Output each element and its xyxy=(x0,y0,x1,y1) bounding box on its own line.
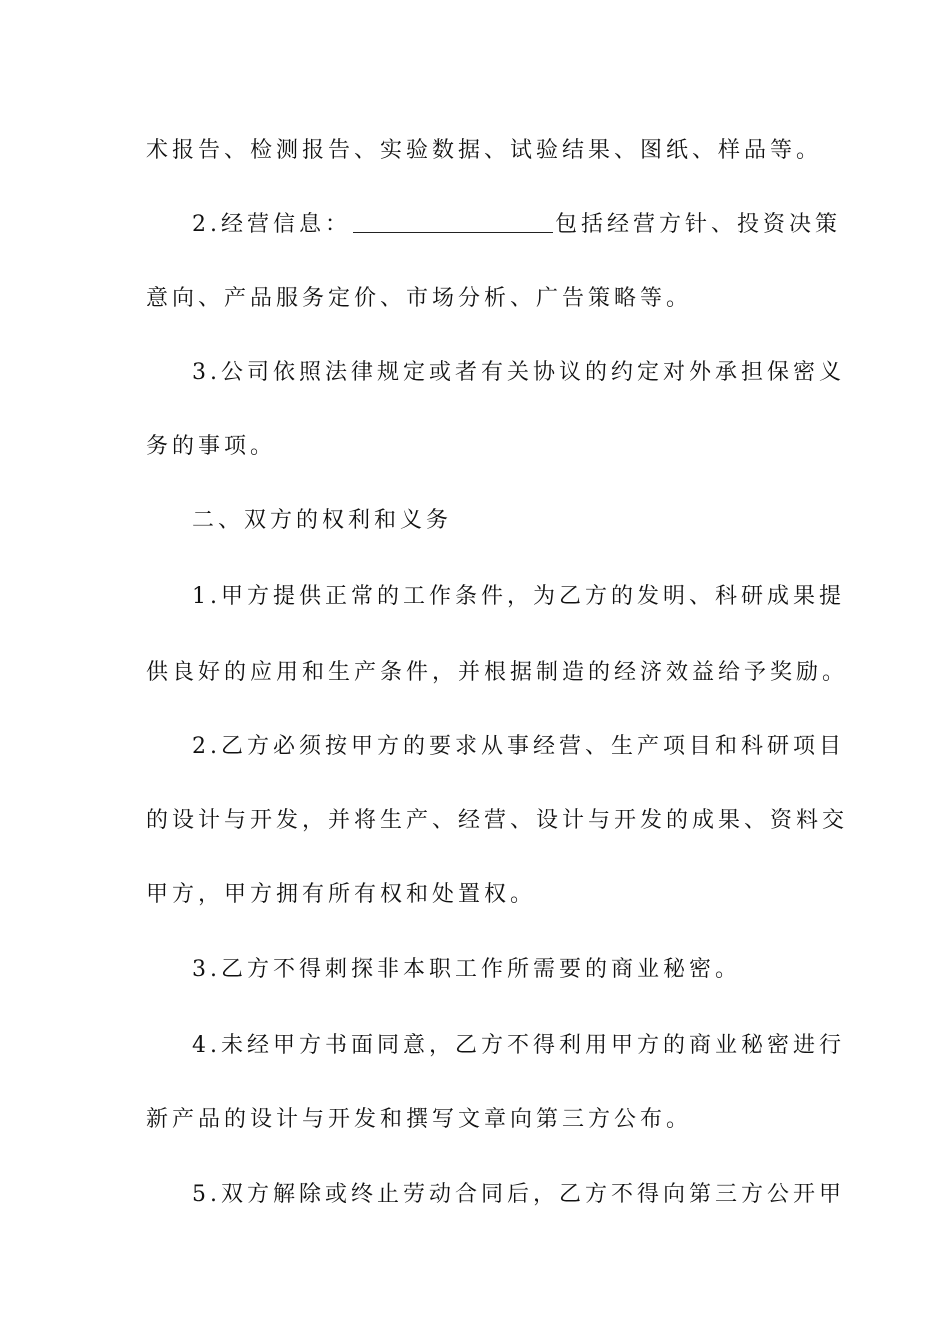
paragraph-line: 新产品的设计与开发和撰写文章向第三方公布。 xyxy=(146,1107,693,1132)
section-heading: 二、双方的权利和义务 xyxy=(192,508,453,533)
paragraph-line: 1.甲方提供正常的工作条件，为乙方的发明、科研成果提 xyxy=(192,584,845,609)
fill-in-blank[interactable] xyxy=(353,212,553,233)
paragraph-line: 3.乙方不得刺探非本职工作所需要的商业秘密。 xyxy=(192,957,741,982)
paragraph-line: 3.公司依照法律规定或者有关协议的约定对外承担保密义 xyxy=(192,360,845,385)
paragraph-line: 5.双方解除或终止劳动合同后，乙方不得向第三方公开甲 xyxy=(192,1182,845,1207)
paragraph-line: 术报告、检测报告、实验数据、试验结果、图纸、样品等。 xyxy=(146,138,823,163)
business-info-label: 2.经营信息： xyxy=(192,212,351,237)
paragraph-line: 4.未经甲方书面同意，乙方不得利用甲方的商业秘密进行 xyxy=(192,1033,845,1058)
paragraph-line: 供良好的应用和生产条件，并根据制造的经济效益给予奖励。 xyxy=(146,660,849,685)
paragraph-line: 务的事项。 xyxy=(146,434,277,459)
paragraph-line: 甲方，甲方拥有所有权和处置权。 xyxy=(146,882,537,907)
paragraph-line: 的设计与开发，并将生产、经营、设计与开发的成果、资料交 xyxy=(146,808,849,833)
business-info-line xyxy=(192,210,841,240)
paragraph-line: 意向、产品服务定价、市场分析、广告策略等。 xyxy=(146,286,693,311)
business-info-content: 包括经营方针、投资决策 xyxy=(555,212,842,237)
paragraph-line: 2.乙方必须按甲方的要求从事经营、生产项目和科研项目 xyxy=(192,734,845,759)
